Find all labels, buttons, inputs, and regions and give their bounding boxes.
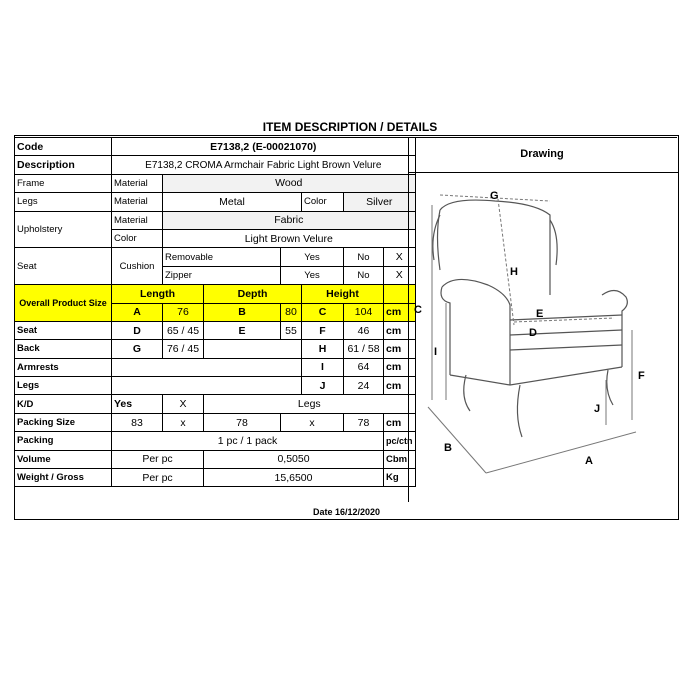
drawing-label-e: E [536, 308, 544, 320]
dim-i-value: 64 [344, 358, 384, 376]
dim-f-label: F [302, 321, 344, 339]
drawing-label-b: B [444, 442, 452, 454]
packing-x2: x [281, 413, 344, 431]
overall-size-header-row [15, 285, 416, 303]
dimension-lines-solid [428, 205, 636, 473]
weight-per: Per pc [112, 469, 204, 487]
packing-unit: pc/ctn [384, 432, 416, 450]
drawing-label-h: H [510, 266, 518, 278]
volume-label: Volume [15, 450, 112, 468]
drawing-label-d: D [529, 327, 537, 339]
drawing-label-i: I [434, 346, 438, 358]
removable-x: X [384, 248, 416, 266]
armrests-dims-label: Armrests [15, 358, 112, 376]
dim-c-value: 104 [344, 303, 384, 321]
dim-g-label: G [112, 340, 163, 358]
packing-row [15, 432, 416, 450]
packing-size-label: Packing Size [15, 413, 112, 431]
overall-size-label: Overall Product Size [15, 285, 112, 322]
description-value: E7138,2 CROMA Armchair Fabric Light Brown Velure [112, 156, 416, 174]
legs-color-value: Silver [344, 193, 416, 211]
legs-dims-label: Legs [15, 377, 112, 395]
code-label: Code [15, 138, 112, 156]
description-row [15, 156, 416, 174]
zipper-label: Zipper [163, 266, 281, 284]
back-dims-unit: cm [384, 340, 416, 358]
volume-unit: Cbm [384, 450, 416, 468]
kd-legs: Legs [204, 395, 416, 413]
dim-line-a [486, 432, 636, 473]
frame-label: Frame [15, 174, 112, 192]
dim-f-value: 46 [344, 321, 384, 339]
dim-i-label: I [302, 358, 344, 376]
drawing-title: Drawing [520, 148, 564, 160]
back-dims-label: Back [15, 340, 112, 358]
dim-line-b [428, 407, 486, 473]
packing-value: 1 pc / 1 pack [112, 432, 384, 450]
dim-a-value: 76 [163, 303, 204, 321]
depth-header: Depth [204, 285, 302, 303]
overall-unit: cm [384, 303, 416, 321]
dim-e-label: E [204, 321, 281, 339]
zipper-no: No [344, 266, 384, 284]
upholstery-material-row [15, 211, 416, 229]
packing-size-row [15, 413, 416, 431]
upholstery-label: Upholstery [15, 211, 112, 248]
seat-label: Seat [15, 248, 112, 285]
dim-b-value: 80 [281, 303, 302, 321]
date-label: Date 16/12/2020 [312, 507, 381, 517]
weight-value: 15,6500 [204, 469, 384, 487]
drawing-label-a: A [585, 455, 593, 467]
packing-width: 78 [204, 413, 281, 431]
description-label: Description [15, 156, 112, 174]
dim-a-label: A [112, 303, 163, 321]
removable-no: No [344, 248, 384, 266]
dim-h-label: H [302, 340, 344, 358]
dim-line-h [498, 199, 514, 325]
armchair-drawing [410, 175, 672, 475]
armrests-dims-unit: cm [384, 358, 416, 376]
dim-d-value: 65 / 45 [163, 321, 204, 339]
upholstery-color-key: Color [112, 229, 163, 247]
back-blank-cell [204, 340, 302, 358]
armrests-blank-cell [112, 358, 302, 376]
dim-j-value: 24 [344, 377, 384, 395]
armchair-outline [433, 200, 627, 437]
packing-length: 83 [112, 413, 163, 431]
legs-material-key: Material [112, 193, 163, 211]
packing-x1: x [163, 413, 204, 431]
weight-label: Weight / Gross [15, 469, 112, 487]
legs-label: Legs [15, 193, 112, 211]
cushion-label: Cushion [112, 248, 163, 285]
seat-dims-row [15, 321, 416, 339]
upholstery-material-key: Material [112, 211, 163, 229]
weight-unit: Kg [384, 469, 416, 487]
upholstery-material-value: Fabric [163, 211, 416, 229]
dim-d-label: D [112, 321, 163, 339]
code-row [15, 138, 416, 156]
frame-value: Wood [163, 174, 416, 192]
seat-dims-label: Seat [15, 321, 112, 339]
volume-value: 0,5050 [204, 450, 384, 468]
length-header: Length [112, 285, 204, 303]
frame-key: Material [112, 174, 163, 192]
removable-yes: Yes [281, 248, 344, 266]
zipper-yes: Yes [281, 266, 344, 284]
drawing-label-c: C [414, 304, 422, 316]
packing-size-unit: cm [384, 413, 416, 431]
volume-per: Per pc [112, 450, 204, 468]
frame-row [15, 174, 416, 192]
dim-j-label: J [302, 377, 344, 395]
packing-label: Packing [15, 432, 112, 450]
kd-row [15, 395, 416, 413]
height-header: Height [302, 285, 384, 303]
legs-row [15, 193, 416, 211]
armrests-dims-row [15, 358, 416, 376]
back-dims-row [15, 340, 416, 358]
dim-e-value: 55 [281, 321, 302, 339]
dim-h-value: 61 / 58 [344, 340, 384, 358]
sheet-title: ITEM DESCRIPTION / DETAILS [262, 120, 438, 134]
seat-removable-row [15, 248, 416, 266]
drawing-separator [408, 172, 678, 173]
spec-table [14, 137, 416, 487]
legs-blank-cell [112, 377, 302, 395]
packing-height: 78 [344, 413, 384, 431]
dim-b-label: B [204, 303, 281, 321]
kd-yes: Yes [112, 395, 163, 413]
legs-dims-unit: cm [384, 377, 416, 395]
seat-dims-unit: cm [384, 321, 416, 339]
drawing-label-g: G [490, 190, 499, 202]
drawing-label-f: F [638, 370, 645, 382]
legs-color-key: Color [302, 193, 344, 211]
code-value: E7138,2 (E-00021070) [112, 138, 416, 156]
dim-c-label: C [302, 303, 344, 321]
removable-label: Removable [163, 248, 281, 266]
drawing-label-j: J [594, 403, 601, 415]
kd-label: K/D [15, 395, 112, 413]
zipper-x: X [384, 266, 416, 284]
weight-row [15, 469, 416, 487]
dim-g-value: 76 / 45 [163, 340, 204, 358]
legs-dims-row [15, 377, 416, 395]
upholstery-color-value: Light Brown Velure [163, 229, 416, 247]
kd-x: X [163, 395, 204, 413]
dimension-lines [440, 195, 614, 325]
legs-material-value: Metal [163, 193, 302, 211]
volume-row [15, 450, 416, 468]
